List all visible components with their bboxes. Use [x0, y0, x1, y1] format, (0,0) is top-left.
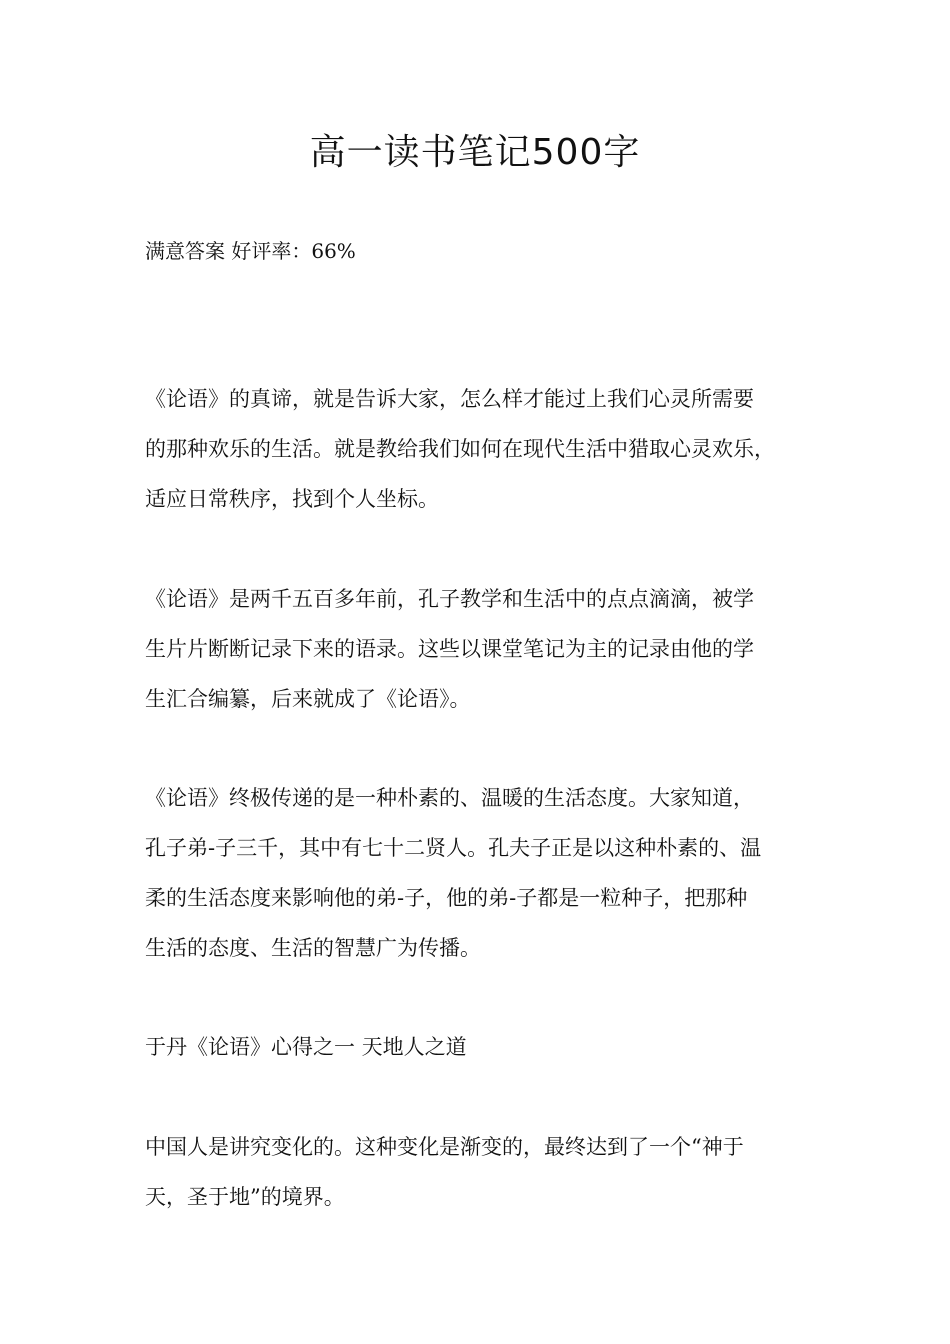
paragraph-line: 生汇合编纂，后来就成了《论语》。	[145, 687, 471, 711]
paragraph-line: 《论语》的真谛，就是告诉大家，怎么样才能过上我们心灵所需要	[145, 387, 754, 411]
paragraph-3	[145, 773, 825, 973]
paragraph-5	[145, 1122, 825, 1222]
paragraph-line: 适应日常秩序，找到个人坐标。	[145, 487, 439, 511]
paragraph-line: 《论语》是两千五百多年前，孔子教学和生活中的点点滴滴，被学	[145, 587, 754, 611]
paragraph-line: 的那种欢乐的生活。就是教给我们如何在现代生活中猎取心灵欢乐，	[145, 437, 775, 461]
paragraph-1	[145, 374, 825, 524]
paragraph-2	[145, 574, 825, 724]
rating-line: 满意答案 好评率：66%	[145, 239, 356, 263]
paragraph-line: 孔子弟-子三千，其中有七十二贤人。孔夫子正是以这种朴素的、温	[145, 836, 762, 860]
paragraph-line: 中国人是讲究变化的。这种变化是渐变的，最终达到了一个“神于	[145, 1135, 744, 1159]
document-title: 高一读书笔记500字	[309, 132, 641, 173]
heading-line: 于丹《论语》心得之一 天地人之道	[145, 1035, 467, 1059]
paragraph-line: 生活的态度、生活的智慧广为传播。	[145, 936, 481, 960]
paragraph-line: 生片片断断记录下来的语录。这些以课堂笔记为主的记录由他的学	[145, 637, 754, 661]
paragraph-line: 天，圣于地”的境界。	[145, 1185, 345, 1209]
section-heading	[145, 1022, 825, 1072]
paragraph-line: 《论语》终极传递的是一种朴素的、温暖的生活态度。大家知道，	[145, 786, 754, 810]
paragraph-line: 柔的生活态度来影响他的弟-子，他的弟-子都是一粒种子，把那种	[145, 886, 748, 910]
